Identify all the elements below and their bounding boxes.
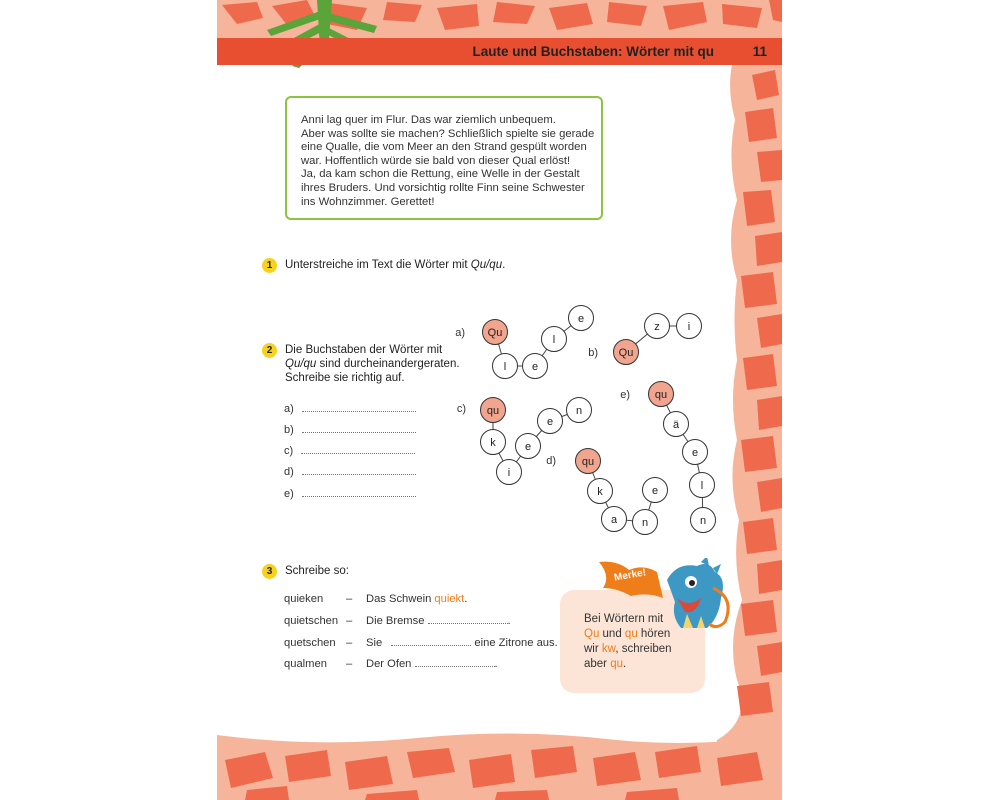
puzzle-label: a)	[455, 327, 465, 339]
sentence-end: .	[507, 615, 511, 627]
story-line: war. Hoffentlich würde sie bald von dieser Qual erlöst!	[301, 154, 571, 167]
exercise-row	[284, 614, 511, 627]
exercise-row	[284, 657, 498, 670]
merke-line4	[584, 657, 705, 672]
verb: qualmen	[284, 658, 327, 670]
answer-label: e)	[284, 488, 294, 500]
answer-label: b)	[284, 424, 294, 436]
answer-label: a)	[284, 403, 294, 415]
puzzle-label: e)	[620, 389, 630, 401]
merke-line3	[584, 642, 705, 657]
task-2-line1: Die Buchstaben der Wörter mit	[285, 344, 443, 356]
task-2-qu: Qu/qu	[285, 358, 317, 370]
story-line: Anni lag quer im Flur. Das war ziemlich unbequem.	[301, 114, 556, 126]
puzzle-label: b)	[588, 347, 598, 359]
page-number: 11	[752, 44, 767, 59]
example-row	[284, 593, 467, 605]
merke-line1: Bei Wörtern mit	[584, 613, 664, 625]
task-1-end: .	[502, 259, 506, 271]
answer-label: d)	[284, 466, 294, 478]
dash: –	[346, 593, 353, 605]
letter-puzzle-1	[588, 314, 701, 365]
letter-text: Qu	[487, 327, 503, 339]
highlighted-word: quiekt	[434, 593, 465, 605]
letter-text: l	[700, 480, 704, 492]
letter-text: n	[575, 405, 583, 417]
letter-puzzle-3	[546, 449, 667, 535]
merke-hl: Qu	[584, 628, 600, 640]
letter-puzzle-0	[455, 306, 593, 379]
fill-in-blank[interactable]	[428, 614, 508, 624]
merke-text: .	[623, 658, 627, 670]
dash: –	[346, 637, 353, 649]
sentence-start: Das Schwein	[366, 593, 435, 605]
story-line: Ja, da kam schon die Rettung, eine Welle in der Gestalt	[301, 168, 580, 181]
task-2-line2-rest: sind durcheinandergeraten.	[316, 358, 460, 370]
letter-text: k	[597, 486, 603, 498]
task-2-line3: Schreibe sie richtig auf.	[285, 372, 405, 384]
task-1-text: Unterstreiche im Text die Wörter mit	[285, 259, 471, 271]
letter-text: z	[654, 321, 660, 333]
letter-text: l	[552, 334, 556, 346]
letter-text: qu	[581, 456, 595, 468]
merke-hl: kw	[601, 643, 616, 655]
merke-text: , schreiben	[615, 643, 672, 655]
merke-flag-label: Merke!	[613, 567, 647, 584]
sentence-end: .	[464, 593, 468, 605]
letter-text: n	[699, 515, 707, 527]
letter-text: n	[641, 517, 649, 529]
workbook-page	[217, 0, 782, 800]
letter-text: l	[503, 361, 507, 373]
dash: –	[346, 658, 353, 670]
sentence-start: Sie	[366, 637, 386, 649]
letter-text: k	[490, 437, 496, 449]
letter-text: e	[524, 441, 532, 453]
letter-text: e	[691, 447, 699, 459]
merke-text: wir	[584, 643, 602, 655]
merke-hl: qu	[624, 628, 638, 640]
letter-text: i	[687, 321, 691, 333]
fill-in-blank[interactable]	[391, 636, 471, 646]
letter-text: ä	[672, 419, 680, 431]
task-3-badge: 3	[262, 564, 277, 579]
task-3-title: Schreibe so:	[285, 565, 349, 577]
sentence-end: eine Zitrone aus.	[471, 637, 558, 649]
puzzle-label: c)	[456, 403, 466, 415]
letter-puzzle-2	[456, 398, 595, 485]
page-title: Laute und Buchstaben: Wörter mit qu	[472, 44, 714, 59]
letter-text: i	[507, 467, 511, 479]
answer-label: c)	[284, 445, 294, 457]
story-line: ins Wohnzimmer. Gerettet!	[301, 195, 435, 208]
letter-text: a	[610, 514, 618, 526]
letter-text: e	[531, 361, 539, 373]
puzzle-label: d)	[546, 455, 556, 467]
sentence-start: Die Bremse	[366, 615, 428, 627]
story-line: ihres Bruders. Und vorsichtig rollte Finn seine Schwester	[301, 181, 585, 194]
letter-text: e	[651, 485, 659, 497]
sentence-end: .	[494, 658, 498, 670]
task-1-badge: 1	[262, 258, 277, 273]
merke-text: und	[599, 628, 625, 640]
letter-text: qu	[654, 389, 668, 401]
fill-in-blank[interactable]	[415, 657, 495, 667]
merke-hl: qu	[610, 658, 624, 670]
merke-text: hören	[637, 628, 671, 640]
task-2-badge: 2	[262, 343, 277, 358]
story-line: eine Qualle, die vom Meer an den Strand gespült worden	[301, 141, 587, 154]
exercise-row	[284, 636, 558, 649]
letter-text: e	[577, 313, 585, 325]
verb: quetschen	[284, 637, 336, 649]
letter-text: Qu	[618, 347, 634, 359]
dash: –	[346, 615, 353, 627]
verb: quietschen	[284, 615, 339, 627]
merke-text: aber	[584, 658, 611, 670]
letter-text: qu	[486, 405, 500, 417]
sentence-start: Der Ofen	[366, 658, 415, 670]
verb: quieken	[284, 593, 324, 605]
story-line: Aber was sollte sie machen? Schließlich spielte sie gerade	[301, 127, 595, 140]
task-1-qu: Qu/qu	[470, 259, 503, 271]
letter-text: e	[546, 416, 554, 428]
dragon-illustration	[597, 558, 737, 638]
letter-puzzle-4	[620, 382, 715, 533]
